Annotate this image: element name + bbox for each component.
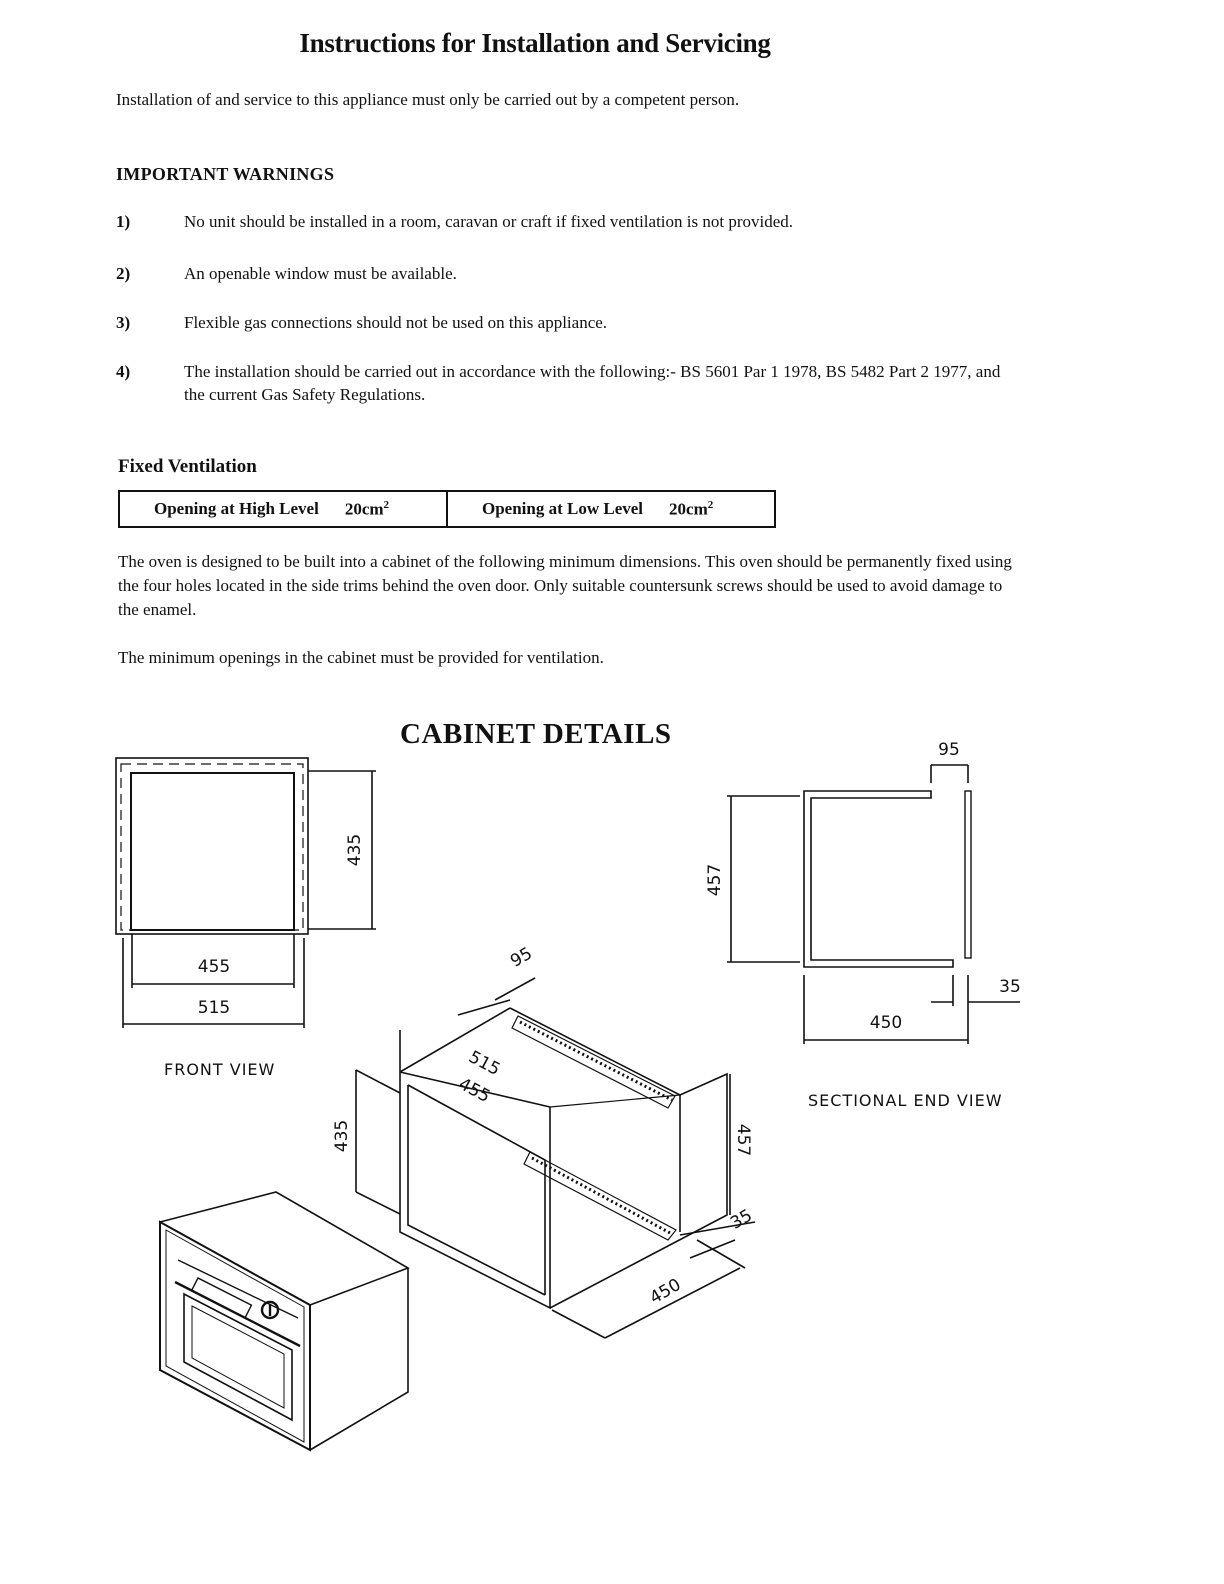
fixed-ventilation-heading: Fixed Ventilation — [118, 456, 257, 477]
warning-text: No unit should be installed in a room, caravan or craft if fixed ventilation is not provided. — [184, 212, 794, 231]
section-457-label: 457 — [705, 863, 725, 897]
front-inner-width-label: 455 — [197, 957, 231, 977]
cabinet-paragraph: The oven is designed to be built into a cabinet of the following minimum dimensions. This oven should be permanently fixed using the four holes located in the side trims behind the oven door. Only suitable countersunk screws should be used to avoid damage to the enamel. — [118, 552, 1012, 619]
oven-illustration — [160, 1192, 408, 1450]
iso-435-label: 435 — [332, 1119, 352, 1153]
warning-text: Flexible gas connections should not be used on this appliance. — [184, 313, 608, 332]
warning-number: 4) — [116, 362, 131, 381]
high-level-value: $20cm^2$ — [344, 498, 390, 519]
section-35-label: 35 — [999, 977, 1021, 997]
front-height-label: 435 — [345, 833, 365, 867]
low-level-label: Opening at Low Level — [482, 499, 644, 518]
iso-35-label: 35 — [727, 1205, 756, 1234]
iso-95-label: 95 — [507, 943, 536, 972]
warnings-heading: IMPORTANT WARNINGS — [116, 164, 335, 184]
warning-number: 1) — [116, 212, 131, 231]
intro-text: Installation of and service to this appliance must only be carried out by a competent person. — [116, 90, 740, 109]
warning-text: The installation should be carried out in accordance with the following:- BS 5601 Par 1 1978, BS 5482 Part 2 1977, and the current Gas Safety Regulations. — [184, 362, 1001, 404]
cabinet-details-title: CABINET DETAILS — [400, 718, 672, 750]
ventilation-paragraph: The minimum openings in the cabinet must be provided for ventilation. — [118, 648, 604, 667]
page-title: Instructions for Installation and Servicing — [299, 28, 771, 58]
front-outer-width-label: 515 — [197, 998, 231, 1018]
warning-text: An openable window must be available. — [184, 264, 457, 283]
warning-number: 2) — [116, 264, 131, 283]
iso-450-label: 450 — [646, 1274, 685, 1309]
front-view-drawing — [116, 758, 376, 1028]
isometric-cabinet-drawing — [356, 978, 755, 1338]
section-450-label: 450 — [869, 1013, 903, 1033]
section-95-label: 95 — [938, 740, 960, 760]
warning-number: 3) — [116, 313, 131, 332]
sectional-view-drawing — [727, 765, 1020, 1044]
iso-515-label: 515 — [465, 1047, 504, 1081]
front-view-caption: FRONT VIEW — [164, 1060, 276, 1079]
high-level-label: Opening at High Level — [154, 499, 319, 518]
sectional-view-caption: SECTIONAL END VIEW — [808, 1091, 1003, 1110]
iso-455-label: 455 — [455, 1074, 494, 1108]
low-level-value: $20cm^2$ — [669, 498, 714, 519]
iso-457-label: 457 — [733, 1123, 753, 1157]
